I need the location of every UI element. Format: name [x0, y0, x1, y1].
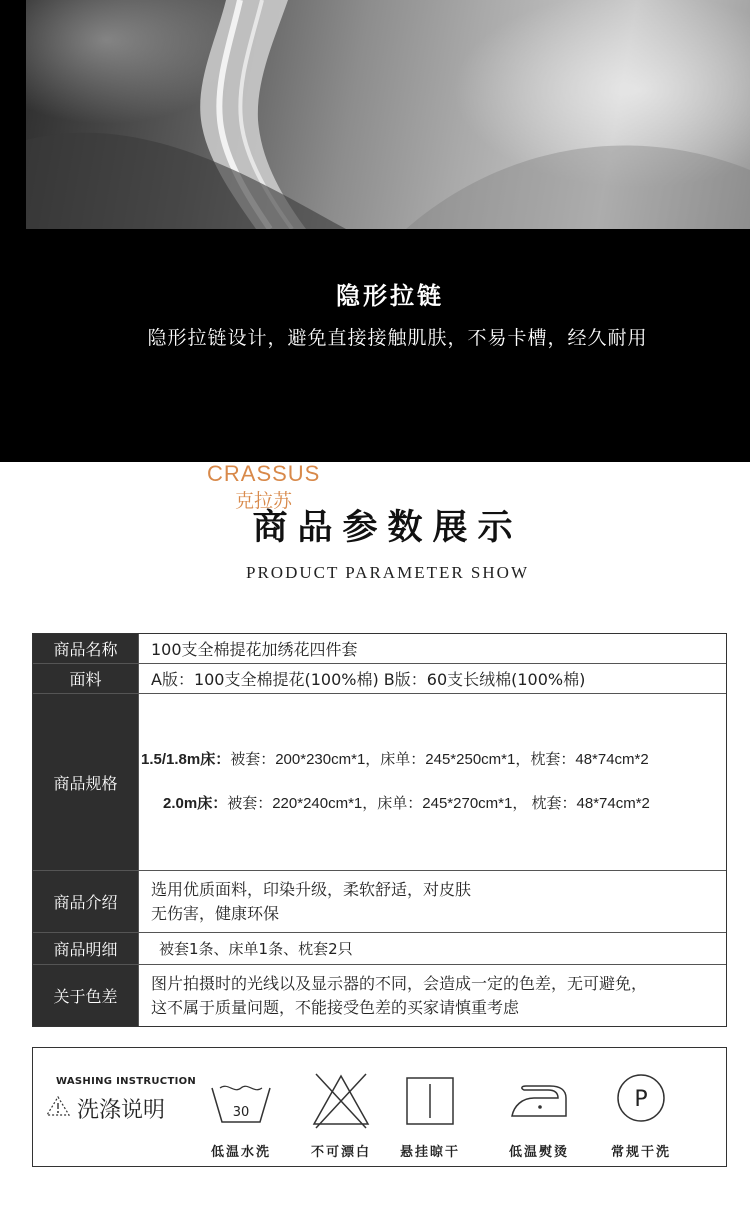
no-bleach-label: 不可漂白 [310, 1145, 371, 1160]
param-label: 商品规格 [33, 694, 139, 870]
param-value [139, 965, 726, 1026]
spec-size: 2.0m床： [163, 795, 228, 812]
wash-temp-text: 30 [232, 1105, 250, 1120]
washing-title-cn [45, 1093, 165, 1124]
no-bleach-icon [296, 1070, 386, 1130]
warning-icon [45, 1095, 71, 1122]
washing-title-en: WASHING INSTRUCTION [56, 1076, 197, 1087]
dry-clean-label: 常规干洗 [610, 1145, 671, 1160]
param-line: 图片拍摄时的光线以及显示器的不同，会造成一定的色差，无可避免， [151, 973, 648, 993]
param-value [139, 871, 726, 932]
washing-instructions [32, 1047, 727, 1167]
param-line: 选用优质面料，印染升级，柔软舒适，对皮肤 [151, 879, 472, 899]
param-row-intro [33, 871, 726, 933]
param-row-name [33, 634, 726, 664]
param-row-color [33, 965, 726, 1026]
dry-clean-p-icon [596, 1070, 686, 1130]
washing-title-cn-text: 洗涤说明 [77, 1098, 166, 1123]
brand-logo-cn: 克拉苏 [235, 490, 293, 512]
param-value [139, 694, 726, 870]
param-value: A版：100支全棉提花(100%棉) B版：60支长绒棉(100%棉) [151, 670, 586, 689]
spec-line-2 [163, 792, 650, 816]
parameter-table [32, 633, 727, 1027]
hero-description: 隐形拉链设计，避免直接接触肌肤，不易卡槽，经久耐用 [147, 327, 648, 349]
param-line: 无伤害，健康环保 [151, 903, 280, 923]
section-subtitle: PRODUCT PARAMETER SHOW [246, 563, 529, 582]
section-title: 商品参数展示 [252, 507, 523, 548]
param-label: 商品介绍 [33, 871, 139, 932]
param-row-spec [33, 694, 726, 871]
iron-low-label: 低温熨烫 [508, 1145, 569, 1160]
iron-low-icon [494, 1070, 584, 1130]
param-label: 商品明细 [33, 933, 139, 964]
param-row-fabric [33, 664, 726, 694]
spec-text: 被套：200*230cm*1，床单：245*250cm*1，枕套：48*74cm*2 [230, 751, 649, 768]
spec-line-1 [141, 748, 649, 772]
param-label: 商品名称 [33, 634, 139, 663]
wash-30-label: 低温水洗 [210, 1145, 271, 1160]
hang-dry-label: 悬挂晾干 [399, 1145, 460, 1160]
zipper-strap-graphic [26, 0, 750, 229]
param-value: 被套1条、床单1条、枕套2只 [159, 940, 353, 958]
hang-dry-icon [385, 1070, 475, 1130]
hero-title: 隐形拉链 [336, 281, 444, 310]
param-row-detail [33, 933, 726, 965]
param-value: 100支全棉提花加绣花四件套 [151, 640, 358, 659]
brand-logo-en: CRASSUS [207, 461, 321, 486]
param-label: 面料 [33, 664, 139, 693]
dry-clean-letter: P [634, 1087, 648, 1112]
spec-size: 1.5/1.8m床： [141, 751, 231, 768]
spec-text: 被套：220*240cm*1，床单：245*270cm*1， 枕套：48*74cm*2 [227, 795, 650, 812]
wash-30-icon [196, 1070, 286, 1130]
param-line: 这不属于质量问题，不能接受色差的买家请慎重考虑 [151, 997, 520, 1017]
hero-section [0, 0, 750, 462]
fabric-zipper-photo [26, 0, 750, 229]
param-label: 关于色差 [33, 965, 139, 1026]
